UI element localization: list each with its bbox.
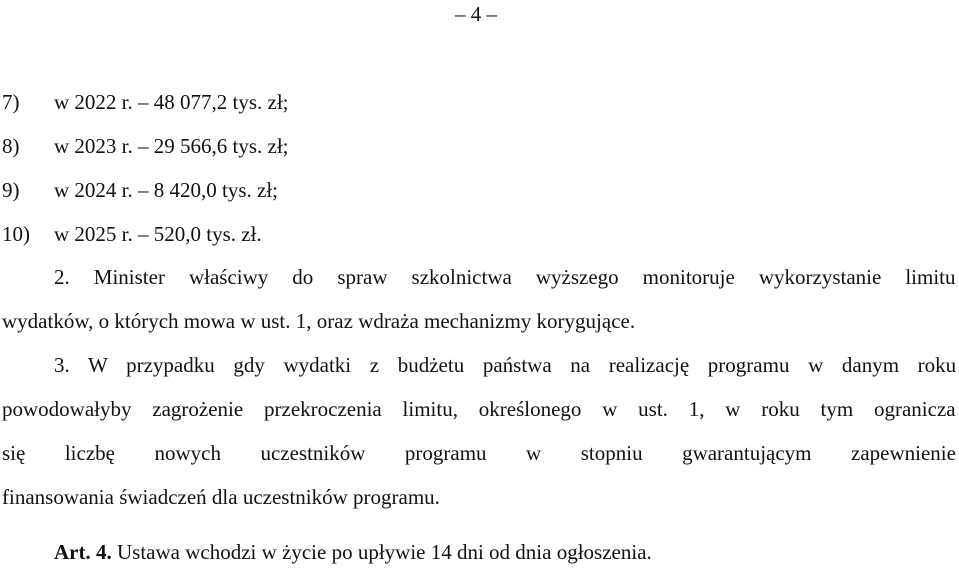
paragraph-2-line-2: wydatków, o których mowa w ust. 1, oraz wdraża mechanizmy korygujące. bbox=[2, 309, 636, 333]
paragraph-3-line-1: 3. W przypadku gdy wydatki z budżetu państwa na realizację programu w danym roku bbox=[54, 353, 957, 377]
list-item-text: w 2023 r. – 29 566,6 tys. zł; bbox=[54, 134, 289, 158]
list-item-text: w 2022 r. – 48 077,2 tys. zł; bbox=[54, 90, 289, 114]
page-number: – 4 – bbox=[455, 2, 497, 26]
list-item bbox=[2, 90, 289, 115]
list-item-text: w 2025 r. – 520,0 tys. zł. bbox=[54, 222, 262, 246]
list-item-number: 9) bbox=[2, 178, 20, 202]
list-item bbox=[2, 178, 278, 203]
article-4 bbox=[54, 540, 652, 565]
list-item-text: w 2024 r. – 8 420,0 tys. zł; bbox=[54, 178, 278, 202]
paragraph-3-line-2: powodowałyby zagrożenie przekroczenia limitu, określonego w ust. 1, w roku tym ogranicza bbox=[2, 397, 956, 421]
list-item bbox=[2, 134, 289, 159]
paragraph-3-line-4: finansowania świadczeń dla uczestników programu. bbox=[2, 485, 440, 509]
list-item-number: 10) bbox=[2, 222, 30, 246]
list-item bbox=[2, 222, 262, 247]
paragraph-2-line-1: 2. Minister właściwy do spraw szkolnictwa wyższego monitoruje wykorzystanie limitu bbox=[54, 265, 956, 289]
article-4-label: Art. 4. bbox=[54, 540, 112, 564]
article-4-text: Ustawa wchodzi w życie po upływie 14 dni od dnia ogłoszenia. bbox=[116, 540, 652, 564]
list-item-number: 7) bbox=[2, 90, 20, 114]
list-item-number: 8) bbox=[2, 134, 20, 158]
paragraph-3-line-3: się liczbę nowych uczestników programu w stopniu gwarantującym zapewnienie bbox=[2, 441, 956, 465]
